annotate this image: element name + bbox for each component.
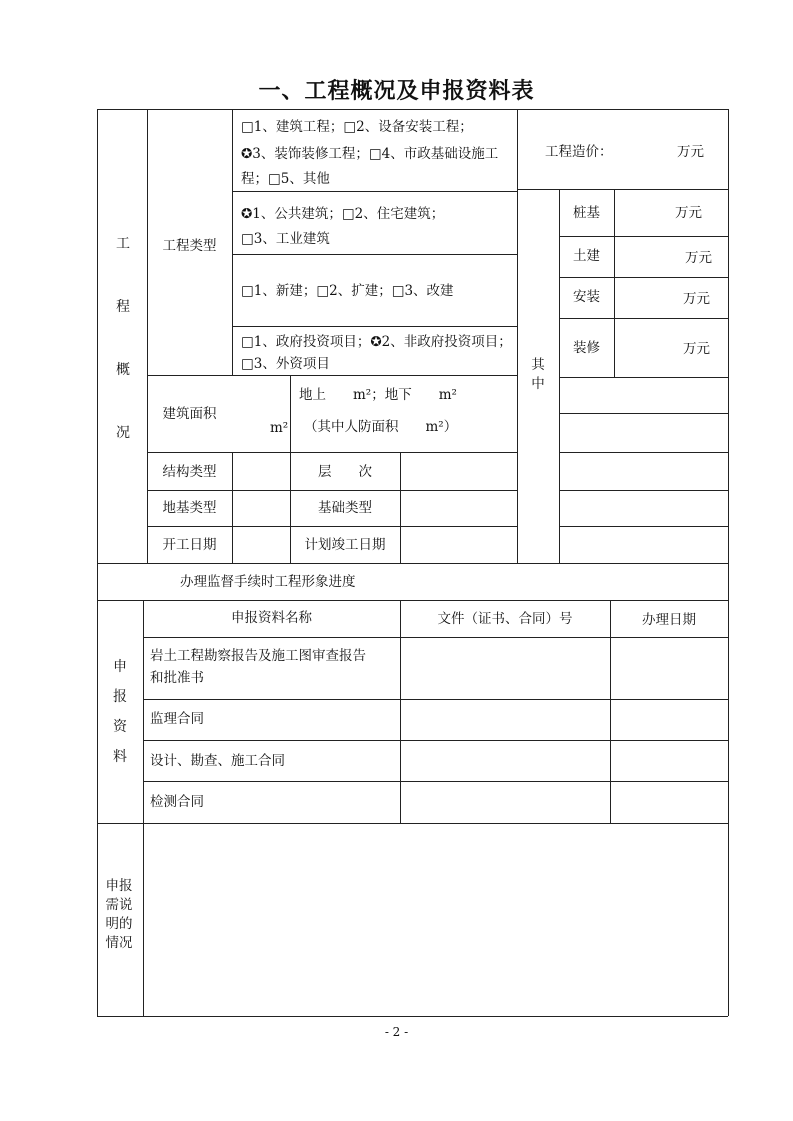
notes-label-line3: 明的	[105, 916, 133, 932]
progress-label: 办理监督手续时工程形象进度	[180, 574, 356, 590]
of-which-char-1: 其	[531, 357, 545, 373]
foundation-type-label: 基础类型	[318, 500, 372, 516]
cost-item-unit-2: 万元	[685, 250, 712, 266]
material-row3: 设计、勘查、施工合同	[150, 753, 285, 769]
overview-section-label-3: 概	[116, 362, 130, 378]
type-row4-line2[interactable]: □3、外资项目	[241, 356, 330, 372]
notes-label-line1: 申报	[105, 878, 133, 894]
cost-item-label-4: 装修	[573, 340, 600, 356]
cost-item-unit-4: 万元	[683, 341, 710, 357]
planned-completion-label: 计划竣工日期	[304, 537, 386, 553]
header-material-name: 申报资料名称	[231, 610, 312, 626]
area-detail-line2[interactable]: （其中人防面积 m²）	[304, 419, 458, 435]
type-row1-line1[interactable]: □1、建筑工程；□2、设备安装工程；	[241, 119, 473, 135]
materials-section-label-3: 资	[113, 719, 127, 735]
overview-section-label-1: 工	[116, 236, 130, 252]
cost-unit: 万元	[677, 144, 704, 160]
overview-section-label-2: 程	[116, 299, 130, 315]
cost-item-label-1: 桩基	[573, 205, 600, 221]
cost-item-label-3: 安装	[573, 289, 600, 305]
structure-type-label: 结构类型	[162, 464, 217, 480]
type-row3-line1[interactable]: □1、新建；□2、扩建；□3、改建	[241, 283, 454, 299]
of-which-label	[523, 356, 553, 394]
overview-section-label-4: 况	[116, 425, 130, 441]
area-detail-line1[interactable]: 地上 m²；地下 m²	[299, 387, 457, 403]
project-type-label: 工程类型	[162, 238, 217, 254]
materials-section-label-1: 申	[113, 659, 127, 675]
foundation-soil-label: 地基类型	[162, 500, 217, 516]
of-which-char-2: 中	[531, 376, 545, 392]
floors-label: 层 次	[318, 464, 372, 480]
type-row1-line2[interactable]: ✪3、装饰装修工程；□4、市政基础设施工	[241, 146, 499, 162]
page-title: 一、工程概况及申报资料表	[258, 79, 535, 104]
header-doc-number: 文件（证书、合同）号	[437, 611, 573, 627]
header-date: 办理日期	[642, 612, 696, 628]
type-row2-line2[interactable]: □3、工业建筑	[241, 231, 330, 247]
type-row4-line1[interactable]: □1、政府投资项目；✪2、非政府投资项目；	[241, 334, 512, 350]
cost-item-label-2: 土建	[573, 248, 600, 264]
cost-item-unit-1: 万元	[675, 205, 702, 221]
cost-item-unit-3: 万元	[683, 291, 710, 307]
area-unit: m²	[270, 420, 289, 436]
material-row1-line2: 和批准书	[150, 670, 204, 686]
material-row1-line1: 岩土工程勘察报告及施工图审查报告	[150, 648, 366, 664]
notes-section-label	[104, 877, 134, 953]
material-row2: 监理合同	[150, 711, 204, 727]
area-label: 建筑面积	[162, 406, 217, 422]
material-row4: 检测合同	[150, 794, 204, 810]
type-row2-line1[interactable]: ✪1、公共建筑；□2、住宅建筑；	[241, 206, 445, 222]
notes-label-line2: 需说	[105, 897, 133, 913]
page-number: - 2 -	[384, 1025, 409, 1039]
start-date-label: 开工日期	[162, 537, 217, 553]
materials-section-label-2: 报	[113, 689, 127, 705]
cost-label: 工程造价：	[545, 144, 613, 160]
type-row1-line3[interactable]: 程；□5、其他	[241, 171, 330, 187]
notes-label-line4: 情况	[105, 935, 133, 951]
materials-section-label-4: 料	[113, 749, 127, 765]
